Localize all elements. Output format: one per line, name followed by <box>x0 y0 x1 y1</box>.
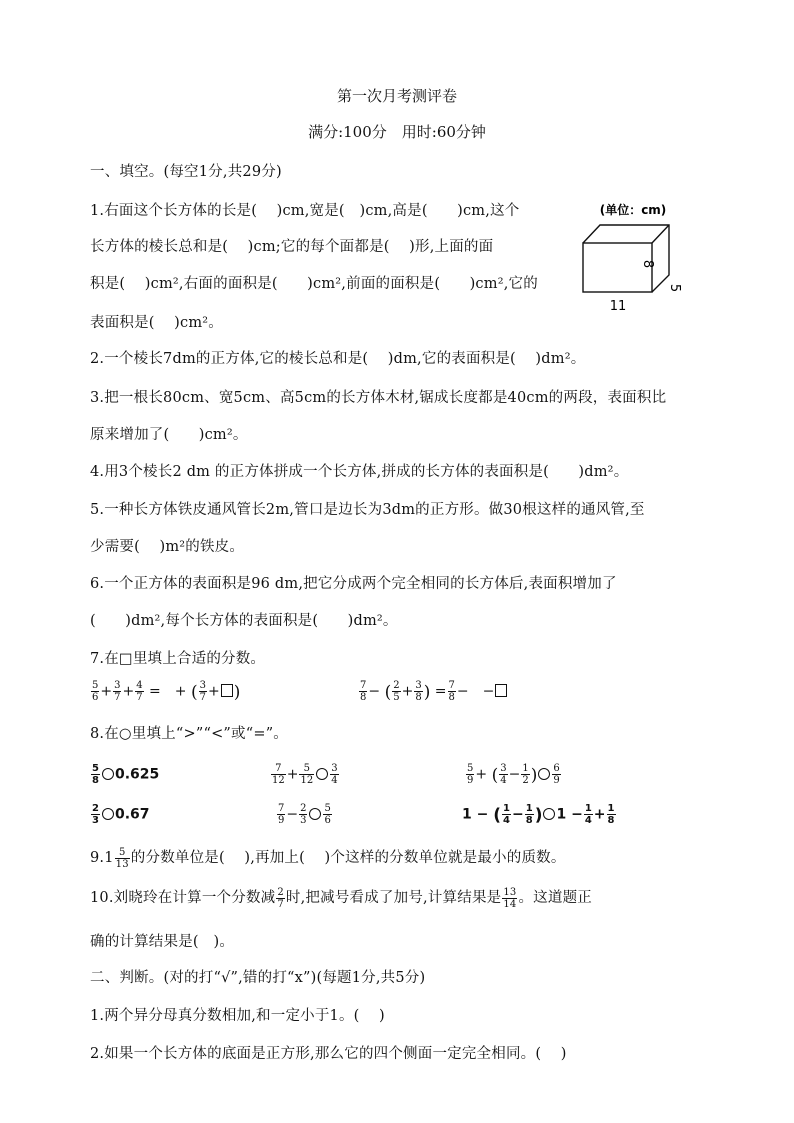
fraction: $\frac{2}{5}$ <box>393 680 400 703</box>
answer-box <box>495 684 507 697</box>
q8-expr-r2b: $\frac{7}{9}$ − $\frac{2}{3}$ $\frac{5}{6}$ <box>278 803 331 826</box>
width-label: 5 <box>667 283 682 293</box>
q10-line-2: 确的计算结果是( )。 <box>90 934 235 950</box>
q1-line-1: 1.右面这个长方体的长是( )cm,宽是( )cm,高是( )cm,这个 <box>90 203 520 219</box>
equals-plus: = + <box>149 683 187 700</box>
cuboid-diagram <box>578 198 688 318</box>
compare-circle <box>543 808 555 820</box>
q7-prompt: 7.在□里填上合适的分数。 <box>90 651 266 667</box>
q9: 9.1 $\frac{5}{13}$ 的分数单位是( ),再加上( )个这样的分数单位就是最小的质数。 <box>90 846 566 870</box>
q6-line-2: ( )dm²,每个长方体的表面积是( )dm²。 <box>90 613 398 629</box>
compare-circle <box>102 768 114 780</box>
fraction: $\frac{7}{8}$ <box>448 680 455 703</box>
q3-line-2: 原来增加了( )cm²。 <box>90 427 248 443</box>
exam-info: 满分:100分 用时:60分钟 <box>308 123 486 141</box>
section1-heading: 一、填空。(每空1分,共29分) <box>90 164 282 180</box>
fraction: $\frac{4}{7}$ <box>136 680 143 703</box>
page-title: 第一次月考测评卷 <box>336 87 457 105</box>
q1-line-4: 表面积是( )cm²。 <box>90 315 224 331</box>
s2-q1: 1.两个异分母真分数相加,和一定小于1。( ) <box>90 1008 385 1024</box>
length-label: 11 <box>609 299 627 314</box>
section2-heading: 二、判断。(对的打“√”,错的打“x”)(每题1分,共5分) <box>90 970 426 986</box>
q7-expr-b: $\frac{7}{8}$ − ( $\frac{2}{5}$ + $\frac{3}{8}$ ) = $\frac{7}{8}$ − − <box>358 680 508 703</box>
fraction: $\frac{3}{8}$ <box>415 680 422 703</box>
s2-q2: 2.如果一个长方体的底面是正方形,那么它的四个侧面一定完全相同。( ) <box>90 1046 567 1062</box>
q8-expr-r1a: $\frac{5}{8}$ 0.625 <box>92 763 160 786</box>
height-label: 8 <box>640 259 655 269</box>
fraction: $\frac{3}{7}$ <box>114 680 121 703</box>
fraction: $\frac{7}{8}$ <box>360 680 367 703</box>
fraction: $\frac{3}{7}$ <box>199 680 206 703</box>
q7-expr-a: $\frac{5}{6}$ + $\frac{3}{7}$ + $\frac{4}{7}$ = + ( $\frac{3}{7}$ + ) <box>92 680 241 703</box>
q3-line-1: 3.把一根长80cm、宽5cm、高5cm的长方体木材,锯成长度都是40cm的两段，表面积比 <box>90 390 667 406</box>
compare-circle <box>102 808 114 820</box>
q5-line-1: 5.一种长方体铁皮通风管长2m,管口是边长为3dm的正方形。做30根这样的通风管,至 <box>90 502 645 518</box>
q6-line-1: 6.一个正方体的表面积是96 dm,把它分成两个完全相同的长方体后,表面积增加了 <box>90 576 617 592</box>
q8-expr-r1b: $\frac{7}{12}$ + $\frac{5}{12}$ $\frac{3}{4}$ <box>272 763 338 786</box>
q8-expr-r2c: 1 − ( $\frac{1}{4}$ − $\frac{1}{8}$ ) 1 − $\frac{1}{4}$ + $\frac{1}{8}$ <box>462 803 615 826</box>
q8-expr-r2a: $\frac{2}{3}$ 0.67 <box>92 803 150 826</box>
compare-circle <box>316 768 328 780</box>
answer-box <box>221 684 233 697</box>
minus-signs: − − <box>456 683 495 700</box>
q1-line-3: 积是( )cm²,右面的面积是( )cm²,前面的面积是( )cm²,它的 <box>90 276 538 292</box>
q1-line-2: 长方体的棱长总和是( )cm;它的每个面都是( )形,上面的面 <box>90 239 494 255</box>
q2: 2.一个棱长7dm的正方体,它的棱长总和是( )dm,它的表面积是( )dm²。 <box>90 351 586 367</box>
unit-label: (单位：cm) <box>599 203 667 217</box>
compare-circle <box>309 808 321 820</box>
q8-expr-r1c: $\frac{5}{9}$ + ( $\frac{3}{4}$ − $\frac{1}{2}$ ) $\frac{6}{9}$ <box>467 763 560 786</box>
compare-circle <box>538 768 550 780</box>
q4: 4.用3个棱长2 dm 的正方体拼成一个长方体,拼成的长方体的表面积是( )dm²。 <box>90 464 629 480</box>
q8-prompt: 8.在○里填上“>”“<”或“=”。 <box>90 726 289 742</box>
fraction: $\frac{5}{6}$ <box>92 680 99 703</box>
q10-line-1: 10.刘晓玲在计算一个分数减 $\frac{2}{7}$ 时,把减号看成了加号,计算结果是 $\frac{13}{14}$ 。这道题正 <box>90 886 592 910</box>
q5-line-2: 少需要( )m²的铁皮。 <box>90 539 245 555</box>
